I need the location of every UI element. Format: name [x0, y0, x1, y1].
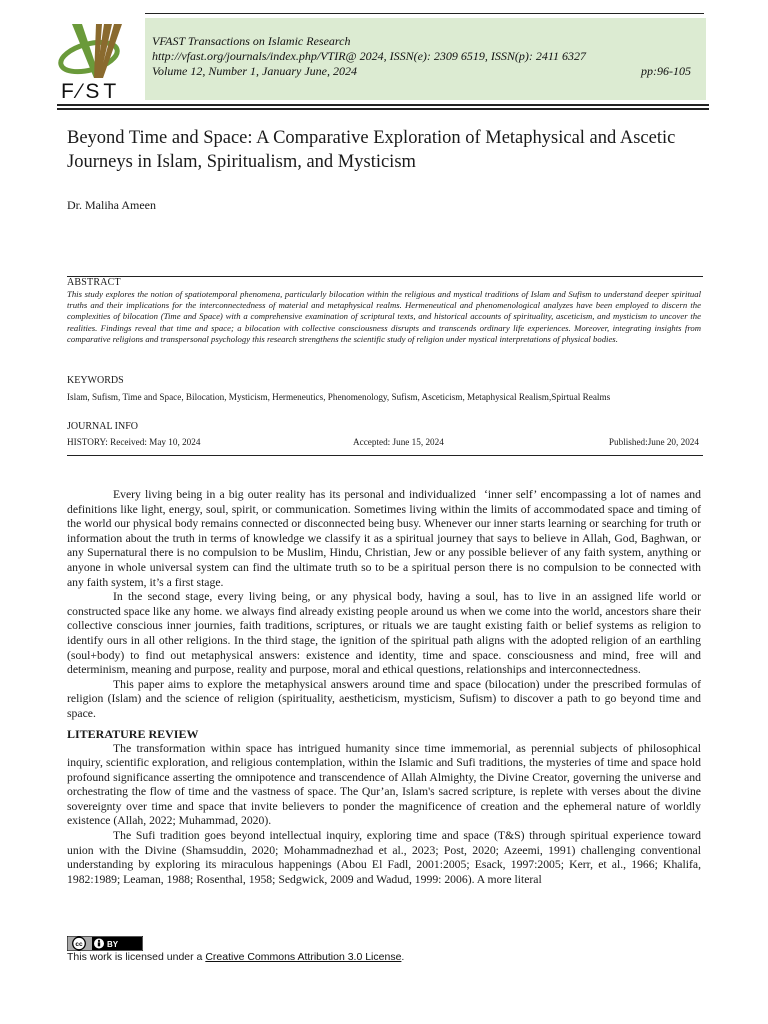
body-paragraph: Every living being in a big outer reality has its personal and individualized ‘inner self’ encompassing a lot of names and definitions like light, energy, soul, spirit, or communication. Sometimes living within the limits of accommodated space and timing of the world our physical body remains connected or disconnected being busy. Whenever our inner starts learning or searching for truth or information about the truth in terms of knowledge we classify it as a spiritual journey that says to believe in Allah, God, Baghwan, or any Supernatural there is no compulsion to be Muslim, Hindu, Christian, Jew or any possible believer of any faith system, anything or anyone in whole universal system can find the ultimate truth so to be a spiritual person there is no compulsion to be connected with any faith system, it’s a first stage.: [67, 488, 701, 589]
author-name: Dr. Maliha Ameen: [67, 198, 156, 212]
header-rule: [57, 104, 709, 106]
vfast-logo: [58, 18, 138, 100]
accepted-date: Accepted: June 15, 2024: [353, 437, 444, 447]
received-date: HISTORY: Received: May 10, 2024: [67, 437, 201, 447]
page-range: pp:96-105: [641, 64, 691, 78]
journal-volume: Volume 12, Number 1, January June, 2024: [152, 64, 357, 78]
cc-by-label: BY: [107, 940, 119, 949]
license-line: [67, 951, 404, 963]
body-paragraph: This paper aims to explore the metaphysical answers around time and space (bilocation) under the prescribed formulas of religion (Islam) and the science of religion (spirituality, aestheticism, mysticism, Sufism) to discover a path to go beyond time and space.: [67, 677, 701, 720]
abstract-text: This study explores the notion of spatiotemporal phenomena, particularly bilocation within the religious and mystical traditions of Islam and Sufism to understand deeper spiritual truths and their implications for the interconnectedness of material and metaphysical realms. Hermeneutical and phenomenological analyzes have been employed to discern the complexities of bilocation (Time and Space) with a comprehensive examination of scriptural texts, and historical accounts of spirituality, asceticism, and mysticism to uncover the realities. Findings reveal that time and space; a bilocation with collective consciousness disrupts and transcends ordinary life experiences. Moreover, integrating insights from comparative religions and transpersonal psychology this research strengthens the scientific study of religion under mystical interpretations of physical bodies.: [67, 289, 701, 344]
abstract-heading: ABSTRACT: [67, 277, 121, 288]
journal-url-issn: http://vfast.org/journals/index.php/VTIR@ 2024, ISSN(e): 2309 6519, ISSN(p): 2411 6327: [152, 49, 586, 63]
license-link[interactable]: Creative Commons Attribution 3.0 License: [205, 951, 402, 963]
header-top-rule: [145, 13, 704, 14]
keywords-heading: KEYWORDS: [67, 375, 124, 386]
body-text: [67, 488, 701, 887]
literature-review-heading: LITERATURE REVIEW: [67, 726, 199, 741]
body-paragraph: In the second stage, every living being, or any physical body, having a soul, has to live in an assigned life world or constructed space like any home. we always find already existing people around us when we come into the world, ancestors share their collective conscious inner journies, faith traditions, scriptures, or rituals we are taught existing faith or belief systems as religion to identify ours in all other religions. In the third stage, the ignition of the spiritual path aligns with the adopted religion of an earthling (soul+body) to find out metaphysical answers: existence and identity, time and space. consciousness and mind, free will and determinism, meaning and purpose, reality and purpose, moral and ethical questions, relationships and interconnectedness.: [67, 590, 701, 677]
header-rule: [57, 108, 709, 110]
journal-name: VFAST Transactions on Islamic Research: [152, 34, 351, 48]
cc-icon: cc: [75, 941, 83, 948]
body-paragraph: The transformation within space has intrigued humanity since time immemorial, as perennial subjects of philosophical inquiry, scientific exploration, and religious contemplation, within the Islamic and Sufi traditions, the mysteries of time and space hold profound significance asserting the omnipotence and transcendence of Allah Almighty, the Divine Creator, governing the universe and orchestrating the flow of time and the vastness of space. The Qur’an, Islam's sacred scripture, is replete with verses about the divine sovereignty over time and space that invite believers to ponder the magnificence of creation and the ephemeral nature of worldly existence (Allah, 2022; Muhammad, 2020).: [67, 741, 701, 828]
journal-info-heading: JOURNAL INFO: [67, 421, 139, 432]
history-row: [67, 436, 699, 450]
published-date: Published:June 20, 2024: [608, 437, 699, 447]
abstract-rule: [67, 276, 703, 277]
license-suffix: .: [401, 951, 405, 963]
body-paragraph: The Sufi tradition goes beyond intellectual inquiry, exploring time and space (T&S) through spiritual experience toward union with the Divine (Shamsuddin, 2020; Mohammadnezhad et al., 2023; Post, 2020; Azeemi, 1991) challenging conventional understanding by exploring its miraculous happenings (Abou El Fadl, 2001:2005; Esack, 1997:2005; Kerr, et al., 1966; Khalifa, 1982:1989; Leaman, 1988; Rosenthal, 1958; Sedgwick, 2009 and Wadud, 1999: 2006). A more literal: [67, 829, 701, 886]
keywords-text: Islam, Sufism, Time and Space, Bilocation, Mysticism, Hermeneutics, Phenomenology, Sufism, Asceticism, Metaphysical Realism,Spirtual Realms: [67, 392, 611, 402]
cc-by-badge: [67, 936, 143, 951]
abstract-rule: [67, 455, 703, 456]
license-prefix: This work is licensed under a: [67, 951, 206, 963]
logo-text: F∕ST: [61, 80, 121, 100]
article-title: Beyond Time and Space: A Comparative Exploration of Metaphysical and Ascetic Journeys in Islam, Spiritualism, and Mysticism: [67, 128, 676, 172]
